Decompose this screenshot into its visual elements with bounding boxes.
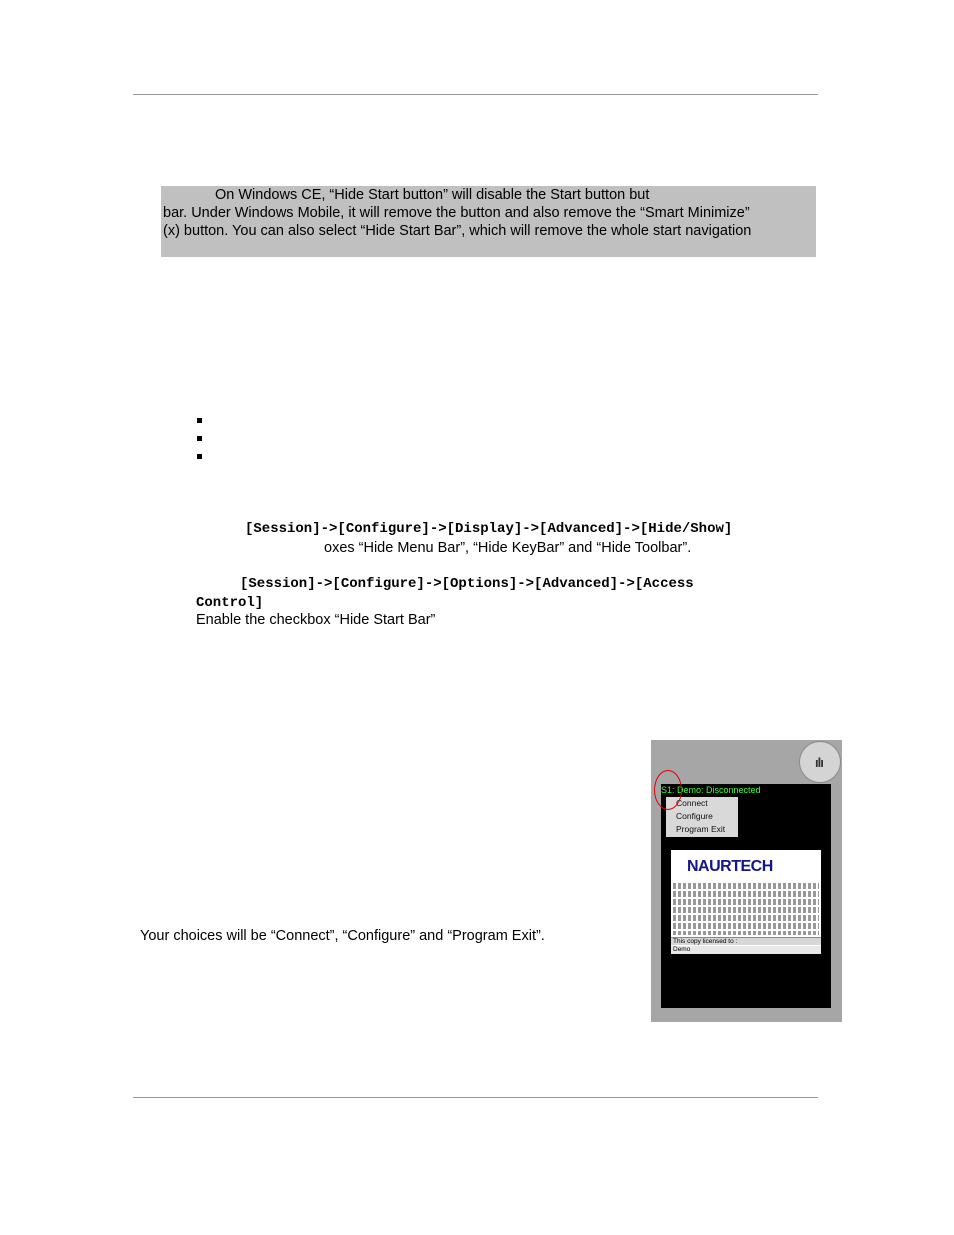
bullet-marker <box>197 436 202 441</box>
device-screenshot <box>651 740 842 1022</box>
header-rule <box>133 94 818 95</box>
note-box <box>161 186 816 257</box>
note-line-3: (x) button. You can also select “Hide Start Bar”, which will remove the whole start navigation <box>163 223 752 239</box>
license-value: Demo <box>671 946 821 954</box>
note-line-1: On Windows CE, “Hide Start button” will disable the Start button but <box>215 187 650 203</box>
splash-text <box>673 883 819 935</box>
display-menu-path: [Session]->[Configure]->[Display]->[Advanced]->[Hide/Show] <box>245 521 733 537</box>
bullet-marker <box>197 418 202 423</box>
menu-item-configure: Configure <box>676 811 713 821</box>
splash-panel <box>671 850 821 954</box>
options-instruction: Enable the checkbox “Hide Start Bar” <box>196 612 436 628</box>
license-label: This copy licensed to : <box>671 937 821 945</box>
bars-icon: ılı <box>815 755 823 770</box>
choices-text: Your choices will be “Connect”, “Configure” and “Program Exit”. <box>140 928 545 944</box>
menu-button <box>799 741 841 783</box>
highlight-circle <box>654 770 682 810</box>
bullet-marker <box>197 454 202 459</box>
session-status: S1: Demo: Disconnected <box>661 785 761 795</box>
display-instruction: oxes “Hide Menu Bar”, “Hide KeyBar” and “Hide Toolbar”. <box>324 540 692 556</box>
options-menu-path-line-1: [Session]->[Configure]->[Options]->[Advanced]->[Access <box>240 576 694 592</box>
footer-rule <box>133 1097 818 1098</box>
note-line-2: bar. Under Windows Mobile, it will remove the button and also remove the “Smart Minimize” <box>163 205 750 221</box>
menu-item-program-exit: Program Exit <box>676 824 726 834</box>
menu-item-connect: Connect <box>676 798 708 808</box>
options-menu-path-line-2: Control] <box>196 595 264 611</box>
device-screen <box>661 784 831 1008</box>
naurtech-logo: NAURTECH <box>687 858 773 875</box>
